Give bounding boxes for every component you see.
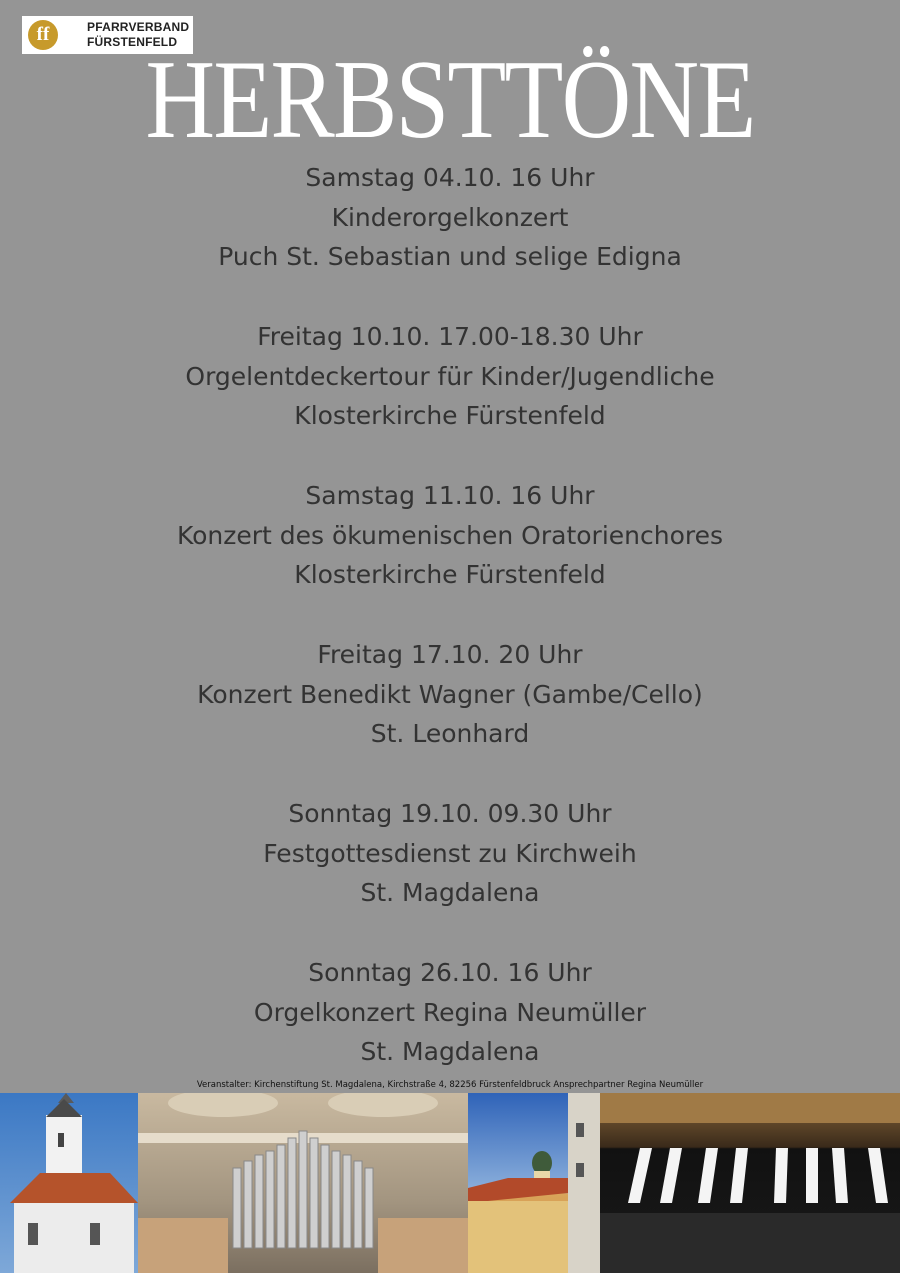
event-name: Festgottesdienst zu Kirchweih xyxy=(263,838,637,868)
keyboard-illustration xyxy=(600,1093,900,1273)
event-item xyxy=(0,317,900,476)
church-illustration xyxy=(0,1093,138,1273)
event-place: Klosterkirche Fürstenfeld xyxy=(294,401,606,431)
parish-logo-icon: ff xyxy=(28,20,58,50)
event-item xyxy=(0,794,900,953)
event-place: St. Leonhard xyxy=(370,719,530,749)
event-name: Orgelentdeckertour für Kinder/Jugendliche xyxy=(185,361,715,391)
tower-photo xyxy=(468,1093,600,1273)
tower-illustration xyxy=(468,1093,600,1273)
event-date: Sonntag 26.10. 16 Uhr xyxy=(308,958,592,987)
event-list xyxy=(0,158,900,1112)
event-place: Puch St. Sebastian und selige Edigna xyxy=(218,242,682,272)
church-photo xyxy=(0,1093,138,1273)
event-date: Freitag 10.10. 17.00-18.30 Uhr xyxy=(257,322,643,351)
organizer-note: Veranstalter: Kirchenstiftung St. Magdalena, Kirchstraße 4, 82256 Fürstenfeldbruck Ansprechpartner Regina Neumüller xyxy=(196,1080,704,1090)
parish-name-line1: PFARRVERBAND xyxy=(87,20,190,34)
organ-photo xyxy=(138,1093,468,1273)
parish-name-line2: FÜRSTENFELD xyxy=(87,35,178,49)
event-name: Orgelkonzert Regina Neumüller xyxy=(253,997,647,1027)
event-date: Samstag 11.10. 16 Uhr xyxy=(305,481,595,510)
photo-strip xyxy=(0,1093,900,1273)
event-item xyxy=(0,158,900,317)
event-place: St. Magdalena xyxy=(360,1037,540,1067)
poster-title-text: HERBSTTÖNE xyxy=(145,38,755,162)
event-date: Sonntag 19.10. 09.30 Uhr xyxy=(288,799,612,828)
organ-illustration xyxy=(138,1093,468,1273)
event-name: Konzert Benedikt Wagner (Gambe/Cello) xyxy=(197,679,703,709)
keyboard-photo xyxy=(600,1093,900,1273)
event-item xyxy=(0,476,900,635)
event-date: Samstag 04.10. 16 Uhr xyxy=(305,163,595,192)
event-place: Klosterkirche Fürstenfeld xyxy=(294,560,606,590)
event-name: Kinderorgelkonzert xyxy=(331,202,569,232)
event-place: St. Magdalena xyxy=(360,878,540,908)
event-name: Konzert des ökumenischen Oratorienchores xyxy=(176,520,724,550)
event-date: Freitag 17.10. 20 Uhr xyxy=(317,640,583,669)
event-item xyxy=(0,635,900,794)
